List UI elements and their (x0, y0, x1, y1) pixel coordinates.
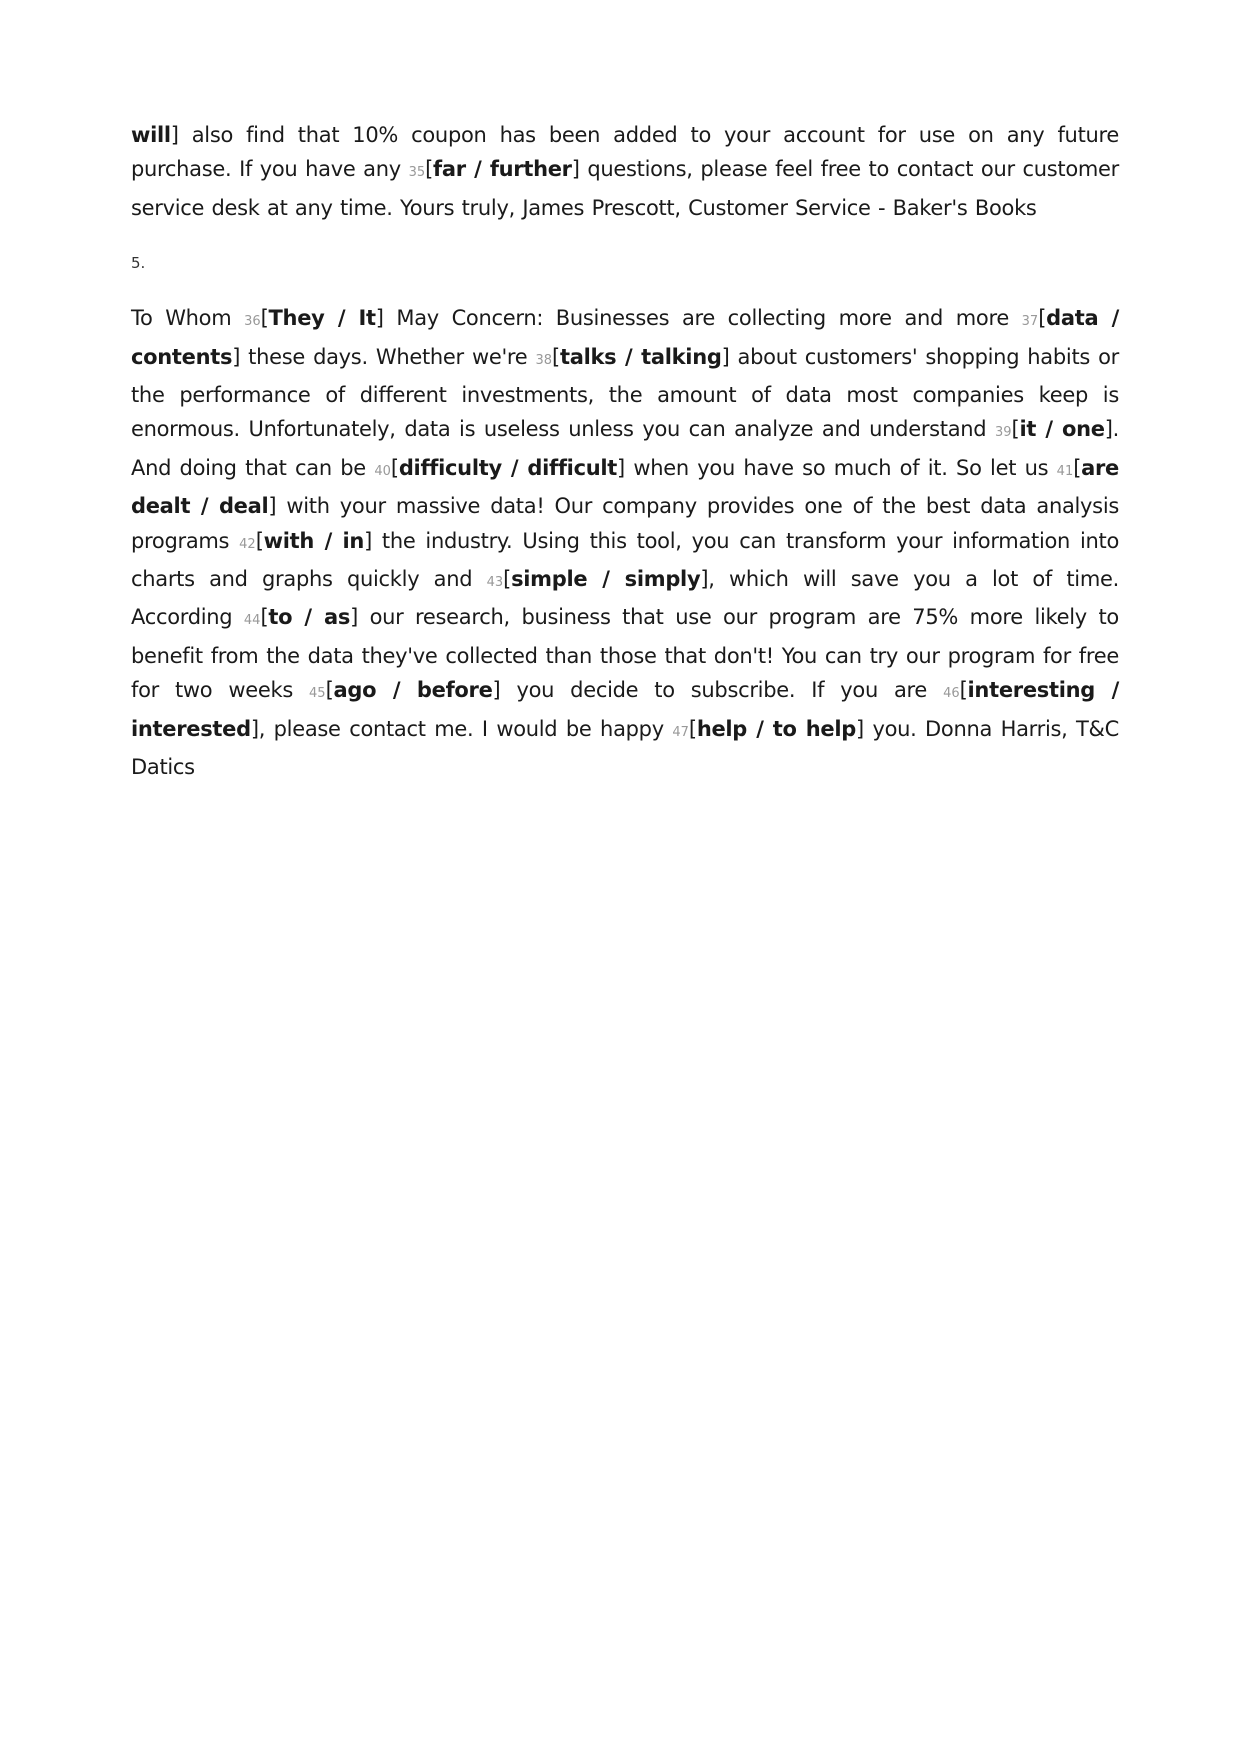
passage-text: [ (552, 344, 560, 369)
passage-text: ], which will save you a lot of time. According (131, 567, 1119, 630)
answer-choice: it / one (1019, 417, 1105, 442)
answer-choice: talks / talking (559, 344, 722, 369)
blank-number: 40 (374, 463, 391, 479)
passage-text: [ (503, 567, 512, 592)
answer-choice: help / to help (696, 716, 857, 741)
answer-choice: ago / before (333, 678, 493, 703)
answer-choice: interesting / interested (131, 678, 1120, 741)
passage-text: [ (325, 678, 334, 703)
blank-number: 41 (1056, 463, 1074, 479)
passage-text: To Whom (131, 306, 245, 331)
answer-choice: will (131, 123, 171, 147)
blank-number: 44 (243, 613, 261, 629)
passage-text: ] when you have so much of it. So let us (617, 455, 1057, 480)
answer-choice: They / It (268, 306, 376, 331)
passage-text: ] you decide to subscribe. If you are (492, 678, 944, 703)
blank-number: 45 (309, 686, 326, 702)
answer-choice: to / as (268, 605, 351, 630)
blank-number: 39 (994, 425, 1012, 441)
passage-text: ] also find that 10% coupon has been added to your account for use on any future purchase. If you have any (131, 123, 1119, 182)
question-number: 5. (131, 254, 146, 273)
passage-text: ] about customers' shopping habits or the performance of different investments, the amount of data most companies keep is enormous. Unfortunately, data is useless unless you can analyze and understand (131, 344, 1119, 442)
blank-number: 43 (486, 575, 504, 591)
passage-text: [ (959, 678, 968, 703)
blank-number: 46 (943, 686, 960, 702)
passage-text: [ (1073, 455, 1082, 480)
answer-choice: far / further (433, 157, 572, 182)
blank-number: 36 (244, 314, 261, 330)
passage-text: [ (260, 306, 269, 331)
passage-text: ] with your massive data! Our company provides one of the best data analysis programs (131, 494, 1119, 553)
passage-text: [ (1038, 306, 1047, 331)
passage-text: ] questions, please feel free to contact our customer service desk at any time. Yours truly, James Prescott, Customer Service - Baker's Books (131, 157, 1119, 220)
answer-choice: data / contents (131, 306, 1120, 369)
blank-number: 42 (239, 536, 256, 552)
passage-text: [ (688, 716, 697, 741)
passage-text: ] our research, business that use our program are 75% more likely to benefit from the data they've collected than those that don't! You can try our program for free for two weeks (131, 605, 1119, 703)
passage-text: [ (260, 605, 269, 630)
passage-text: ] May Concern: Businesses are collecting more and more (375, 306, 1022, 331)
passage-text: ], please contact me. I would be happy (250, 716, 673, 741)
document-page (131, 118, 1119, 785)
blank-number: 37 (1021, 314, 1039, 330)
passage-text: ]. And doing that can be (131, 417, 1119, 480)
answer-choice: difficulty / difficult (398, 455, 618, 480)
answer-choice: simple / simply (511, 567, 701, 592)
passage-text: ] you. Donna Harris, T&C Datics (131, 716, 1119, 780)
passage-4-tail (131, 118, 1119, 225)
blank-number: 38 (535, 352, 553, 368)
passage-text: [ (390, 455, 399, 480)
blank-number: 47 (672, 724, 689, 740)
blank-number: 35 (408, 165, 426, 181)
passage-text: ] the industry. Using this tool, you can transform your information into charts and graphs quickly and (131, 528, 1120, 592)
passage-text: [ (425, 157, 434, 182)
passage-text: ] these days. Whether we're (232, 344, 536, 369)
passage-text: [ (255, 528, 264, 553)
answer-choice: with / in (263, 528, 365, 553)
passage-text: [ (1011, 417, 1020, 442)
answer-choice: are dealt / deal (131, 455, 1119, 519)
passage-5 (131, 301, 1119, 784)
